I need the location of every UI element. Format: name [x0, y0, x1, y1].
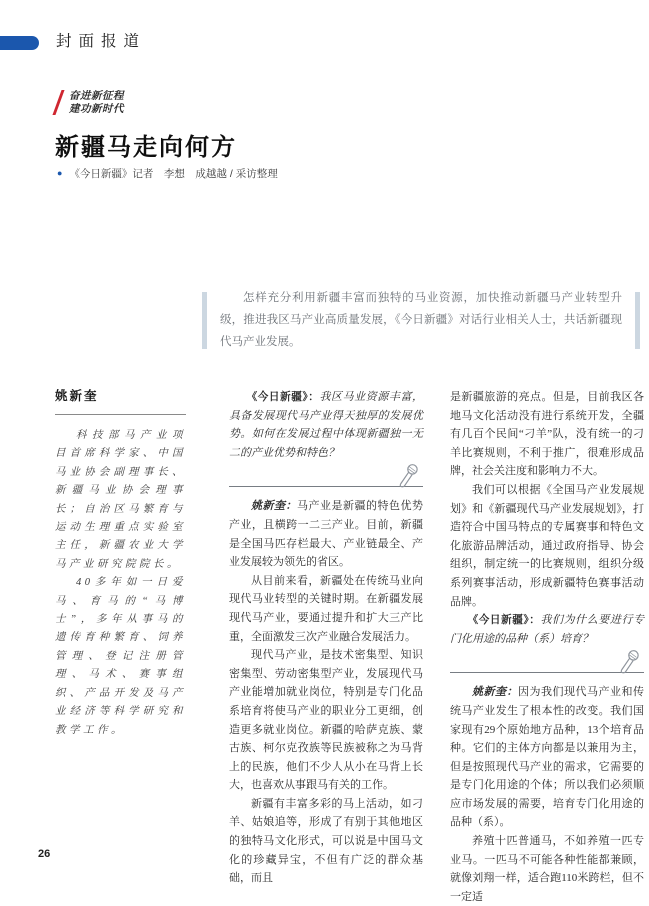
question-divider [450, 650, 644, 673]
interviewee-profile [55, 386, 186, 740]
question-1 [229, 388, 423, 462]
page-number: 26 [38, 848, 51, 860]
question-source-label: 《今日新疆》： [467, 614, 541, 627]
answer-2-paragraph: 姚新奎：因为我们现代马产业和传统马产业发生了根本性的改变。我们国家现有29个原始地方品种，13个培育品种。它们的主体方向都是以兼用为主，但是按照现代马产业的需求，它需要的是专门化用途的个体；所以我们必须顺应市场发展的需要，培育专门化用途的品种（系）。 [450, 686, 644, 829]
slogan-line-1: 奋进新征程 [69, 90, 124, 102]
microphone-icon [615, 648, 642, 678]
intro-text: 怎样充分利用新疆丰富而独特的马业资源，加快推动新疆马产业转型升级，推进我区马产业高质量发展，《今日新疆》对话行业相关人士，共话新疆现代马产业发展。 [220, 292, 622, 348]
slogan-line-2: 建功新时代 [69, 102, 124, 115]
profile-bio-paragraph: 40多年如一日爱马、育马的“马博士”，多年从事马的遗传育种繁育、饲养管理、登记注册管理、马术、赛事组织、产品开发及马产业经济等科学研究和教学工作。 [55, 577, 186, 736]
answer-1-paragraph: 从目前来看，新疆处在传统马业向现代马业转型的关键时期。在新疆发展现代马产业，要通过提升和扩大三产比重，全面激发三次产业融合发展活力。 [229, 574, 423, 643]
bullet-icon: ● [57, 168, 63, 178]
question-source-label: 《今日新疆》： [246, 391, 320, 403]
answer-1-continued: 是新疆旅游的亮点。但是，目前我区各地马文化活动没有进行系统开发，全疆有几百个民间“刁羊”队，没有统一的刁羊比赛规则，不利于推广，很难形成品牌，社会关注度和影响力不大。 [450, 391, 644, 478]
red-slash-icon [52, 90, 64, 115]
answer-speaker-label: 姚新奎： [472, 686, 518, 699]
byline-text: 《今日新疆》记者 李想 成越越 / 采访整理 [69, 168, 278, 180]
article-title: 新疆马走向何方 [55, 134, 237, 162]
campaign-slogan [57, 90, 124, 115]
answer-2-paragraph: 养殖十匹普通马，不如养殖一匹专业马。一匹马不可能各种性能都兼顾，就像刘翔一样，适合跑110米跨栏，但不一定适 [450, 835, 644, 903]
profile-divider [55, 414, 186, 415]
intro-abstract [202, 287, 640, 353]
microphone-icon [394, 462, 421, 492]
answer-1-paragraph: 姚新奎：马产业是新疆的特色优势产业，且横跨一二三产业。目前，新疆是全国马匹存栏最大、产业链最全、产业发展较为领先的省区。 [229, 500, 423, 569]
section-title: 封面报道 [56, 32, 147, 50]
section-marker-bar [0, 36, 39, 50]
answer-1-paragraph: 我们可以根据《全国马产业发展规划》和《新疆现代马产业发展规划》，打造符合中国马特点的专属赛事和特色文化旅游品牌活动，通过政府指导、协会组织，制定统一的比赛规则，组织分级系列赛事活动，形成新疆特色赛事活动品牌。 [450, 483, 644, 608]
article-column-1 [229, 388, 423, 888]
question-divider [229, 464, 423, 487]
answer-speaker-label: 姚新奎： [251, 500, 297, 513]
profile-bio-paragraph: 科技部马产业项目首席科学家、中国马业协会副理事长、新疆马业协会理事长；自治区马繁育与运动生理重点实验室主任，新疆农业大学马产业研究院院长。 [55, 430, 186, 570]
byline [57, 166, 278, 181]
intro-right-bar [635, 292, 640, 349]
interviewee-name: 姚新奎 [55, 389, 99, 403]
answer-1-paragraph: 新疆有丰富多彩的马上活动，如刁羊、姑娘追等，形成了有别于其他地区的独特马文化形式，可以说是中国马文化的珍藏异宝，不但有广泛的群众基础，而且 [229, 797, 423, 885]
answer-1-paragraph: 现代马产业，是技术密集型、知识密集型、劳动密集型产业，发展现代马产业能增加就业岗位，特别是专门化品系培育将使马产业的职业分工更细，创造更多就业岗位。新疆的哈萨克族、蒙古族、柯尔克孜族等民族被称之为马背上的民族，他们不少人从小在马背上长大，也喜欢从事跟马有关的工作。 [229, 649, 423, 792]
question-1-text: 我区马业资源丰富，具备发展现代马产业得天独厚的发展优势。如何在发展过程中体现新疆独一无二的产业优势和特色？ [229, 391, 424, 459]
question-2 [450, 611, 644, 648]
question-2-text: 我们为什么要进行专门化用途的品种（系）培育？ [450, 614, 645, 645]
article-column-2 [450, 388, 644, 906]
